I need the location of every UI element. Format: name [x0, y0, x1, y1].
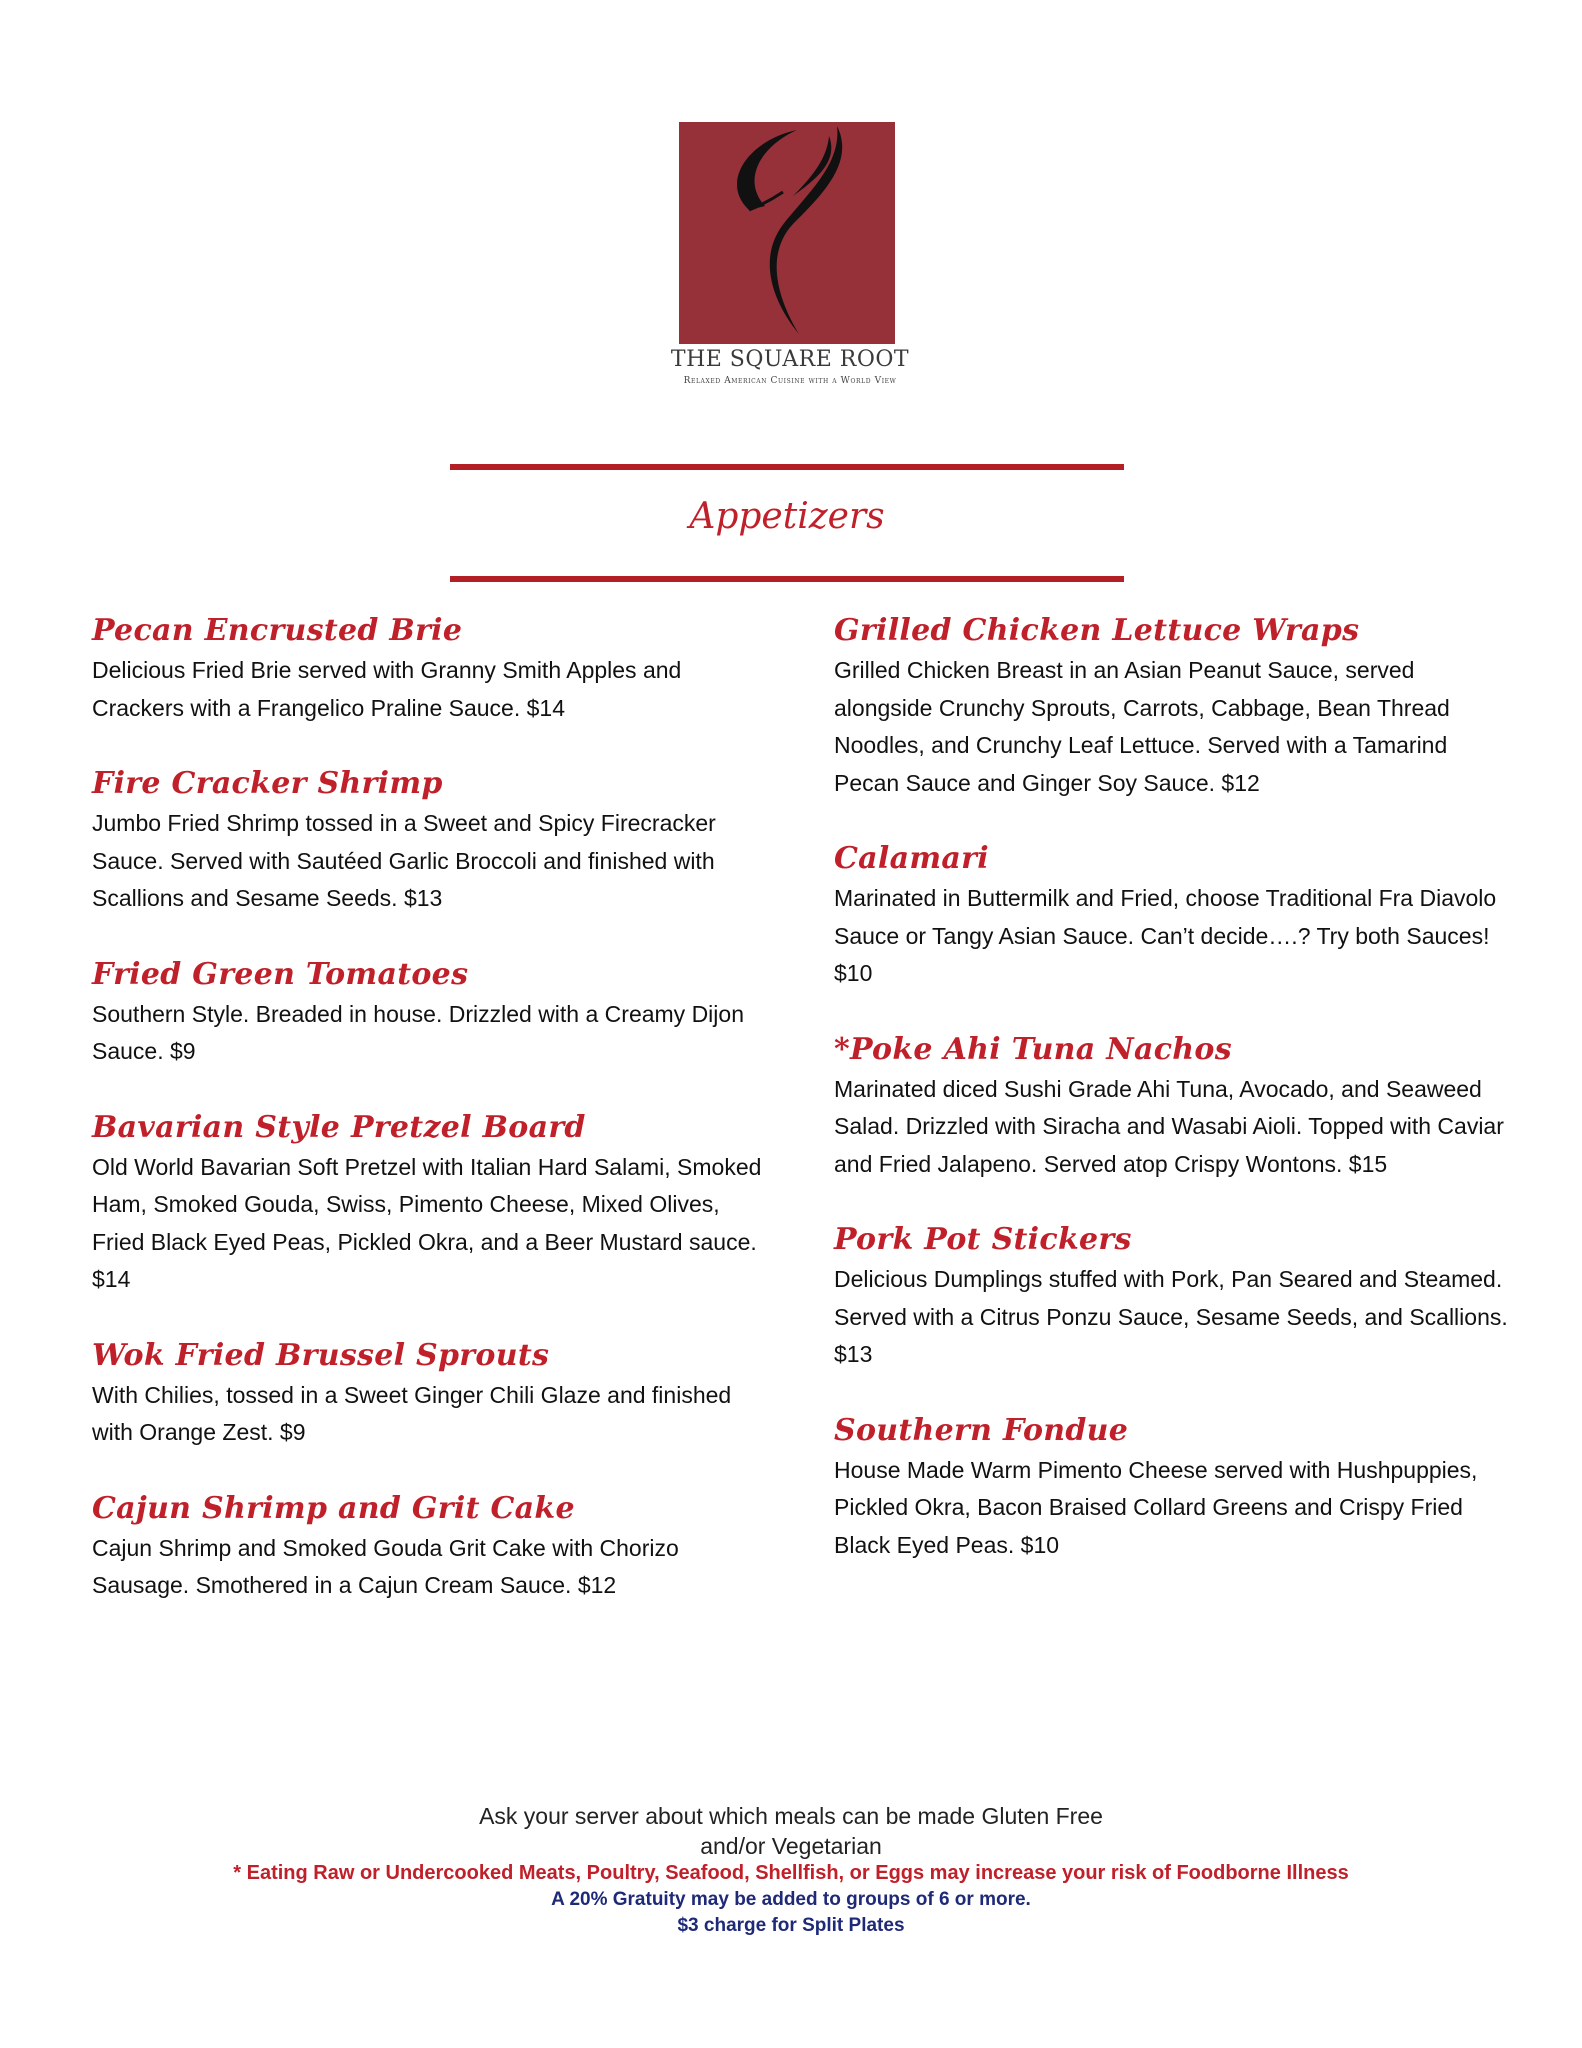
- menu-item-name: Fire Cracker Shrimp: [92, 766, 443, 801]
- logo-wordmark: THE SQUARE ROOT: [670, 347, 910, 372]
- menu-item-description: Jumbo Fried Shrimp tossed in a Sweet and Spicy Firecracker Sauce. Served with Sautéed Garlic Broccoli and finished with Scallions and Sesame Seeds. $13: [92, 810, 716, 911]
- dietary-note-line-1: Ask your server about which meals can be made Gluten Free: [479, 1803, 1103, 1829]
- menu-item-name: Grilled Chicken Lettuce Wraps: [834, 613, 1360, 648]
- menu-item: [834, 612, 1514, 802]
- menu-item-description: Delicious Fried Brie served with Granny Smith Apples and Crackers with a Frangelico Praline Sauce. $14: [92, 657, 682, 721]
- menu-item-description: Southern Style. Breaded in house. Drizzled with a Creamy Dijon Sauce. $9: [92, 1000, 744, 1064]
- menu-column-left: [92, 612, 772, 1605]
- menu-item-description: Old World Bavarian Soft Pretzel with Italian Hard Salami, Smoked Ham, Smoked Gouda, Swiss, Pimento Cheese, Mixed Olives, Fried Black Eyed Peas, Pickled Okra, and a Beer Mustard sauce. $14: [92, 1153, 762, 1292]
- menu-item: [834, 1412, 1514, 1565]
- foodborne-warning: * Eating Raw or Undercooked Meats, Poultry, Seafood, Shellfish, or Eggs may increase your risk of Foodborne Illness: [233, 1862, 1349, 1884]
- logo-mark: [679, 122, 895, 344]
- split-plate-note: $3 charge for Split Plates: [677, 1915, 905, 1936]
- menu-item-name: Wok Fried Brussel Sprouts: [92, 1337, 550, 1373]
- section-title: Appetizers: [689, 496, 885, 537]
- menu-item: [92, 1109, 772, 1299]
- section-rule-bottom: [450, 576, 1124, 582]
- menu-item: [92, 612, 772, 727]
- menu-item-description: Marinated diced Sushi Grade Ahi Tuna, Avocado, and Seaweed Salad. Drizzled with Siracha and Wasabi Aioli. Topped with Caviar and Fried Jalapeno. Served atop Crispy Wontons. $15: [834, 1075, 1504, 1177]
- menu-item: [834, 1221, 1514, 1374]
- menu-item-name: Bavarian Style Pretzel Board: [92, 1109, 586, 1145]
- logo-tagline: Relaxed American Cuisine with a World View: [683, 376, 897, 386]
- menu-item: [834, 840, 1514, 993]
- gratuity-note: A 20% Gratuity may be added to groups of 6 or more.: [551, 1889, 1031, 1910]
- menu-item-name: Calamari: [834, 841, 989, 876]
- section-rule-top: [450, 464, 1124, 470]
- menu-item: [92, 1337, 772, 1452]
- restaurant-logo: [600, 118, 980, 398]
- menu-item: [92, 765, 772, 918]
- menu-item-name: Pork Pot Stickers: [834, 1222, 1132, 1257]
- menu-item: [834, 1031, 1514, 1184]
- menu-item-name: Fried Green Tomatoes: [92, 956, 469, 992]
- menu-item: [92, 956, 772, 1071]
- menu-item-name: Pecan Encrusted Brie: [92, 613, 463, 648]
- menu-item-description: Cajun Shrimp and Smoked Gouda Grit Cake with Chorizo Sausage. Smothered in a Cajun Cream Sauce. $12: [92, 1534, 679, 1598]
- menu-item-name: *Poke Ahi Tuna Nachos: [834, 1031, 1232, 1067]
- menu-item-description: House Made Warm Pimento Cheese served with Hushpuppies, Pickled Okra, Bacon Braised Collard Greens and Crispy Fried Black Eyed Peas. $10: [834, 1456, 1478, 1558]
- menu-item-name: Southern Fondue: [834, 1412, 1129, 1448]
- menu-item-description: With Chilies, tossed in a Sweet Ginger Chili Glaze and finished with Orange Zest. $9: [92, 1381, 732, 1445]
- menu-item-description: Grilled Chicken Breast in an Asian Peanut Sauce, served alongside Crunchy Sprouts, Carrots, Cabbage, Bean Thread Noodles, and Crunchy Leaf Lettuce. Served with a Tamarind Pecan Sauce and Ginger Soy Sauce. $12: [834, 657, 1450, 796]
- menu-item-description: Delicious Dumplings stuffed with Pork, Pan Seared and Steamed. Served with a Citrus Ponzu Sauce, Sesame Seeds, and Scallions. $13: [834, 1266, 1508, 1367]
- dietary-note-line-2: and/or Vegetarian: [700, 1833, 882, 1859]
- menu-item: [92, 1490, 772, 1605]
- dietary-note: [0, 1801, 1582, 1861]
- menu-item-name: Cajun Shrimp and Grit Cake: [92, 1490, 575, 1526]
- logo-swirl-icon: [679, 122, 895, 344]
- menu-column-right: [834, 612, 1514, 1564]
- menu-item-description: Marinated in Buttermilk and Fried, choose Traditional Fra Diavolo Sauce or Tangy Asian Sauce. Can’t decide….? Try both Sauces! $10: [834, 885, 1497, 986]
